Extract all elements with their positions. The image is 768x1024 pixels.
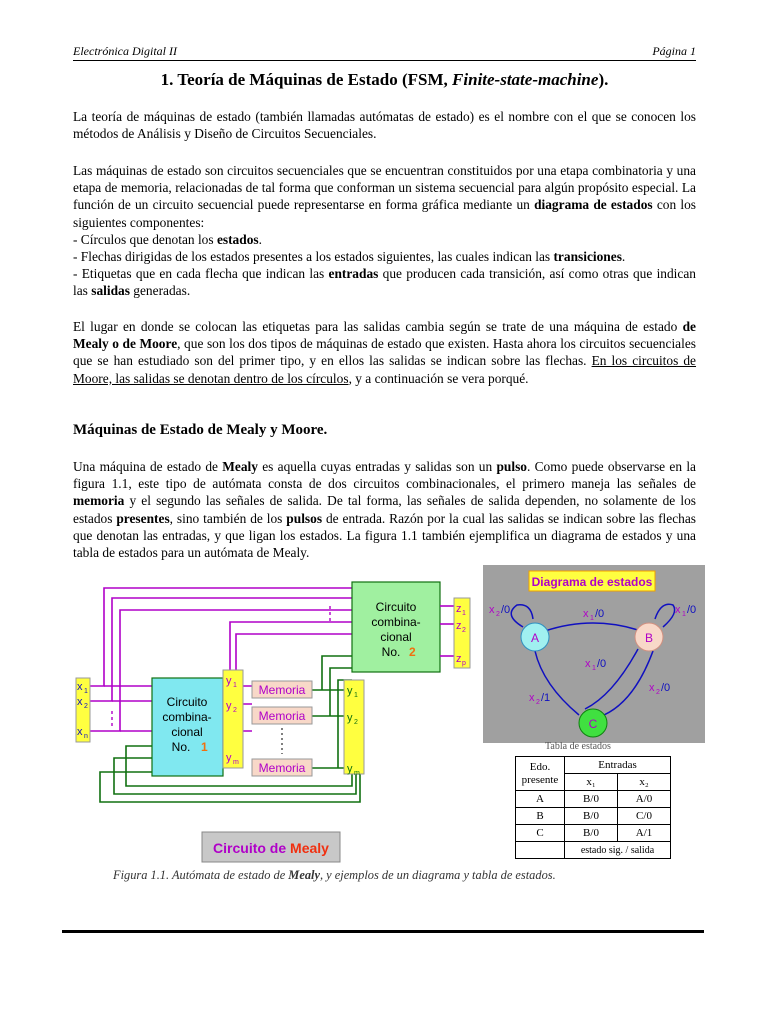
title-italic: Finite-state-machine (452, 70, 599, 89)
svg-text:y: y (347, 685, 353, 697)
svg-text:x: x (77, 726, 83, 738)
svg-text:1: 1 (590, 615, 594, 622)
svg-text:Circuito de Mealy: Circuito de Mealy (213, 840, 329, 856)
svg-text:2: 2 (536, 699, 540, 706)
title-prefix: 1. Teoría de Máquinas de Estado (FSM, (160, 70, 453, 89)
header-x1: x₁ (565, 774, 618, 791)
svg-text:x: x (583, 608, 589, 620)
svg-text:1: 1 (592, 665, 596, 672)
header-course: Electrónica Digital II (73, 44, 177, 58)
svg-text:x: x (489, 604, 495, 616)
svg-text:Circuito: Circuito (375, 600, 417, 614)
svg-text:cional: cional (380, 630, 412, 644)
svg-text:n: n (84, 733, 88, 740)
table-caption: Tabla de estados (545, 741, 611, 749)
svg-text:2: 2 (496, 611, 500, 618)
svg-text:1: 1 (354, 692, 358, 699)
svg-text:y: y (347, 763, 353, 775)
svg-text:p: p (462, 660, 466, 667)
state-table (515, 756, 671, 859)
svg-text:2: 2 (656, 689, 660, 696)
svg-text:z: z (456, 653, 462, 665)
svg-text:Circuito: Circuito (166, 695, 208, 709)
title-suffix: ). (598, 70, 609, 89)
section-subtitle: Máquinas de Estado de Mealy y Moore. (73, 422, 328, 438)
mealy-circuit-diagram (66, 576, 476, 870)
svg-text:2: 2 (84, 703, 88, 710)
svg-text:2: 2 (462, 627, 466, 634)
svg-text:combina-: combina- (371, 615, 421, 629)
svg-text:/0: /0 (501, 604, 511, 616)
svg-text:/0: /0 (687, 604, 697, 616)
svg-text:z: z (456, 620, 462, 632)
paragraph-mealy-moore: El lugar en donde se colocan las etiquetas para las salidas cambia según se trate de una máquina de estado de Mealy o de Moore, que son los dos tipos de máquinas de estado que existen. Hasta ahora los circuitos secuenciales que se han estudiado son del primer tipo, y en ellos las salidas se indican sobre las flechas. En los circuitos de Moore, las salidas se denotan dentro de los círculos, y a continuación se vera porqué. (73, 319, 697, 386)
svg-text:2: 2 (409, 645, 416, 659)
svg-text:/0: /0 (595, 608, 605, 620)
svg-text:m: m (354, 770, 360, 777)
svg-text:1: 1 (233, 682, 237, 689)
svg-text:y: y (226, 752, 232, 764)
svg-text:B: B (644, 631, 654, 645)
svg-text:/0: /0 (597, 658, 607, 670)
svg-text:No.: No. (171, 740, 191, 754)
header-x2: x₂ (618, 774, 671, 791)
header-page: Página 1 (652, 44, 696, 58)
svg-text:combina-: combina- (162, 710, 212, 724)
svg-text:2: 2 (354, 719, 358, 726)
svg-text:/1: /1 (541, 692, 551, 704)
svg-text:x: x (77, 696, 83, 708)
page-title (73, 70, 696, 90)
svg-text:Memoria: Memoria (258, 683, 306, 697)
svg-text:x: x (675, 604, 681, 616)
svg-text:No.: No. (381, 645, 401, 659)
svg-text:y: y (226, 700, 232, 712)
svg-text:y: y (347, 712, 353, 724)
table-row: A B/0 A/0 (516, 791, 671, 808)
svg-text:1: 1 (201, 740, 208, 754)
svg-text:Memoria: Memoria (258, 761, 306, 775)
paragraph-mealy: Una máquina de estado de Mealy es aquella cuyas entradas y salidas son un pulso. Como puede observarse en la figura 1.1, este tipo de autómata consta de dos circuitos combinacionales, el primero maneja las señales de memoria y el segundo las señales de salida. De tal forma, las señales de salida dependen, no solamente de los estados presentes, sino también de los pulsos de entrada. Razón por la cual las salidas se indican sobre las flechas que denotan las entradas, y que ligan los estados. La figura 1.1 también ejemplifica un diagrama de estados y una tabla de estados para un autómata de Mealy. (73, 459, 696, 561)
svg-text:x: x (77, 681, 83, 693)
state-diagram (483, 565, 705, 743)
svg-text:x: x (529, 692, 535, 704)
svg-text:Diagrama de estados: Diagrama de estados (531, 575, 653, 589)
svg-text:z: z (456, 603, 462, 615)
figure-caption: Figura 1.1. Autómata de estado de Mealy, y ejemplos de un diagrama y tabla de estados. (113, 868, 556, 882)
svg-text:1: 1 (682, 611, 686, 618)
svg-text:x: x (585, 658, 591, 670)
svg-text:1: 1 (84, 688, 88, 695)
page-header (73, 40, 696, 61)
svg-text:m: m (233, 759, 239, 766)
svg-text:cional: cional (171, 725, 203, 739)
table-footer: estado sig. / salida (565, 842, 671, 859)
svg-text:C: C (588, 717, 598, 731)
svg-text:1: 1 (462, 610, 466, 617)
header-present-state: Edo. presente (516, 757, 565, 791)
paragraph-state-machines: Las máquinas de estado son circuitos secuenciales que se encuentran constituidos por una etapa combinatoria y una etapa de memoria, relacionadas de tal forma que conforman un sistema secuencial para algún propósito especial. La función de un circuito secuencial puede representarse en forma gráfica mediante un diagrama de estados con los siguientes componentes: - Círculos que denotan los estados. - Flechas dirigidas de los estados presentes a los estados siguientes, las cuales indican las transiciones. - Etiquetas que en cada flecha que indican las entradas que producen cada transición, así como otras que indican las salidas generadas. (73, 163, 697, 299)
header-inputs: Entradas (565, 757, 671, 774)
svg-text:x: x (649, 682, 655, 694)
table-row: C B/0 A/1 (516, 825, 671, 842)
paragraph-intro: La teoría de máquinas de estado (también llamadas autómatas de estado) es el nombre con el que se conocen los métodos de Análisis y Diseño de Circuitos Secuenciales. (73, 109, 696, 142)
svg-text:y: y (226, 675, 232, 687)
svg-text:/0: /0 (661, 682, 671, 694)
svg-text:Memoria: Memoria (258, 709, 306, 723)
footer-rule (62, 930, 704, 933)
table-row: B B/0 C/0 (516, 808, 671, 825)
svg-text:2: 2 (233, 707, 237, 714)
svg-text:A: A (530, 631, 540, 645)
